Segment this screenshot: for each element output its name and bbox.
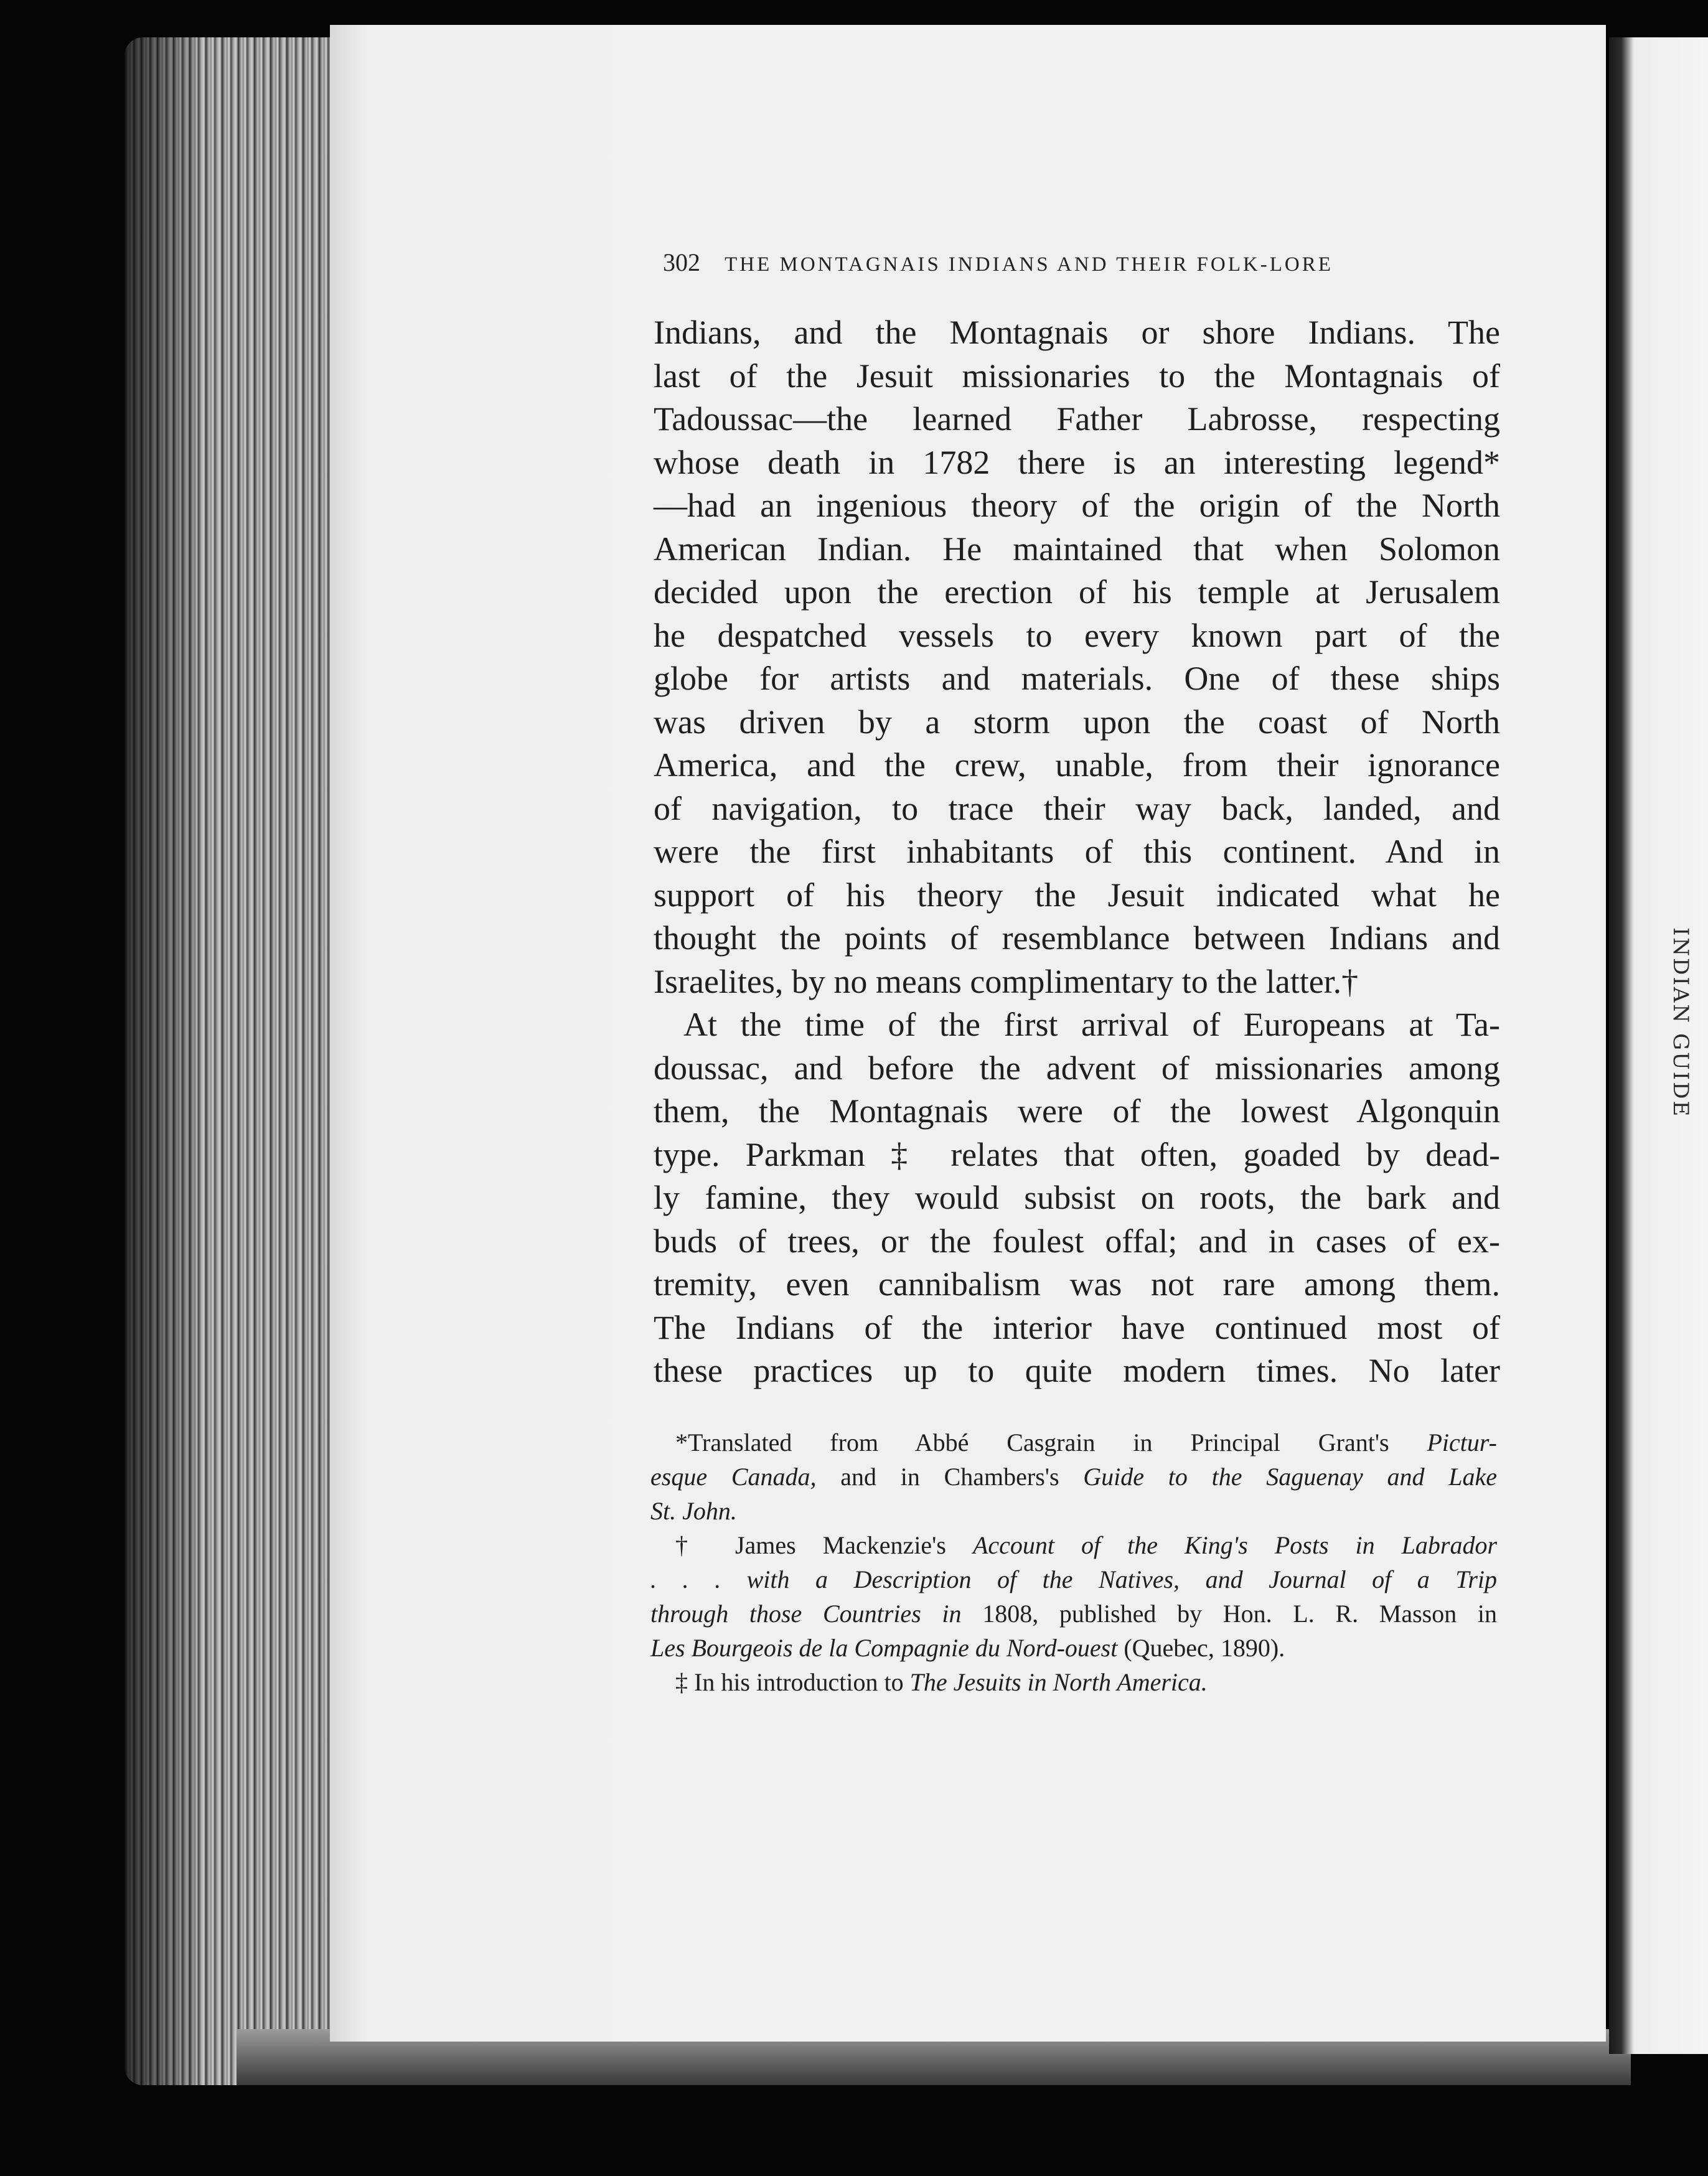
body-line: last of the Jesuit missionaries to the Montagnais of bbox=[654, 357, 1500, 395]
footnote-text-italic: esque Canada, bbox=[650, 1463, 817, 1491]
footnote-2-line bbox=[650, 1528, 1497, 1562]
body-line: buds of trees, or the foulest offal; and in cases of ex- bbox=[654, 1222, 1500, 1260]
body-line: globe for artists and materials. One of these ships bbox=[654, 660, 1500, 697]
body-line: type. Parkman ‡ relates that often, goaded by dead- bbox=[654, 1135, 1500, 1173]
body-line: At the time of the first arrival of Europeans at Ta- bbox=[683, 1006, 1500, 1043]
body-line: Tadoussac—the learned Father Labrosse, respecting bbox=[654, 400, 1500, 438]
body-line: he despatched vessels to every known part of the bbox=[654, 616, 1500, 654]
page-edges-shadow bbox=[124, 37, 199, 2085]
body-line: —had an ingenious theory of the origin of the North bbox=[654, 487, 1500, 524]
running-title: THE MONTAGNAIS INDIANS AND THEIR FOLK-LORE bbox=[725, 253, 1333, 276]
footnote-marker: † bbox=[675, 1531, 708, 1559]
footnote-text-italic: St. John. bbox=[650, 1497, 737, 1525]
page-number: 302 bbox=[663, 248, 700, 276]
footnote-text: and in Chambers's bbox=[816, 1463, 1084, 1491]
footnote-1-line bbox=[650, 1460, 1497, 1494]
footnote-text: Translated from Abbé Casgrain in Principal Grant's bbox=[688, 1428, 1427, 1456]
body-line: American Indian. He maintained that when Solomon bbox=[654, 530, 1500, 568]
footnote-text-italic: Les Bourgeois de la Compagnie du Nord-ouest bbox=[650, 1634, 1118, 1662]
footnote-text: James Mackenzie's bbox=[708, 1531, 973, 1559]
footnote-text-italic: Account of the King's Posts in Labrador bbox=[972, 1531, 1498, 1559]
body-line: tremity, even cannibalism was not rare among them. bbox=[654, 1265, 1500, 1303]
footnote-1-line bbox=[650, 1494, 1497, 1528]
footnote-2-line: . . . with a Description of the Natives, and Journal of a Trip bbox=[650, 1565, 1497, 1593]
footnote-marker: ‡ bbox=[675, 1668, 688, 1696]
footnote-text-italic: The Jesuits in North America. bbox=[909, 1668, 1208, 1696]
body-text bbox=[654, 311, 1500, 1393]
body-line: them, the Montagnais were of the lowest Algonquin bbox=[654, 1092, 1500, 1130]
footnote-2-line bbox=[650, 1597, 1497, 1631]
body-line: of navigation, to trace their way back, landed, and bbox=[654, 789, 1500, 827]
body-line: these practices up to quite modern times. No later bbox=[654, 1352, 1500, 1389]
footnote-text-italic: Pictur- bbox=[1427, 1428, 1497, 1456]
body-line: Indians, and the Montagnais or shore Indians. The bbox=[654, 314, 1500, 351]
footnote-2-line bbox=[650, 1631, 1497, 1665]
body-line: Israelites, by no means complimentary to the latter.† bbox=[654, 962, 1359, 1000]
body-line: was driven by a storm upon the coast of North bbox=[654, 703, 1500, 741]
footnote-3-line bbox=[650, 1665, 1497, 1699]
footnote-marker: * bbox=[675, 1428, 688, 1456]
footnote-1-line bbox=[650, 1425, 1497, 1460]
footnotes bbox=[650, 1425, 1497, 1699]
running-header bbox=[663, 248, 1472, 285]
footnote-text-italic: Guide to the Saguenay and Lake bbox=[1083, 1463, 1497, 1491]
body-line: America, and the crew, unable, from their ignorance bbox=[654, 746, 1500, 784]
body-line: ly famine, they would subsist on roots, the bark and bbox=[654, 1179, 1500, 1216]
footnote-text: (Quebec, 1890). bbox=[1117, 1634, 1285, 1662]
body-line: The Indians of the interior have continued most of bbox=[654, 1308, 1500, 1346]
footnote-text: 1808, published by Hon. L. R. Masson in bbox=[961, 1600, 1497, 1628]
body-line: support of his theory the Jesuit indicated what he bbox=[654, 876, 1500, 914]
footnote-text: In his introduction to bbox=[688, 1668, 910, 1696]
body-line: whose death in 1782 there is an interesting legend* bbox=[654, 443, 1500, 481]
facing-page-side-label: INDIAN GUIDE bbox=[1668, 927, 1693, 1118]
body-line: decided upon the erection of his temple at Jerusalem bbox=[654, 573, 1500, 611]
body-line: doussac, and before the advent of missionaries among bbox=[654, 1049, 1500, 1087]
footnote-text-italic: through those Countries in bbox=[650, 1600, 962, 1628]
body-line: were the first inhabitants of this continent. And in bbox=[654, 833, 1500, 870]
body-line: thought the points of resemblance between Indians and bbox=[654, 919, 1500, 957]
